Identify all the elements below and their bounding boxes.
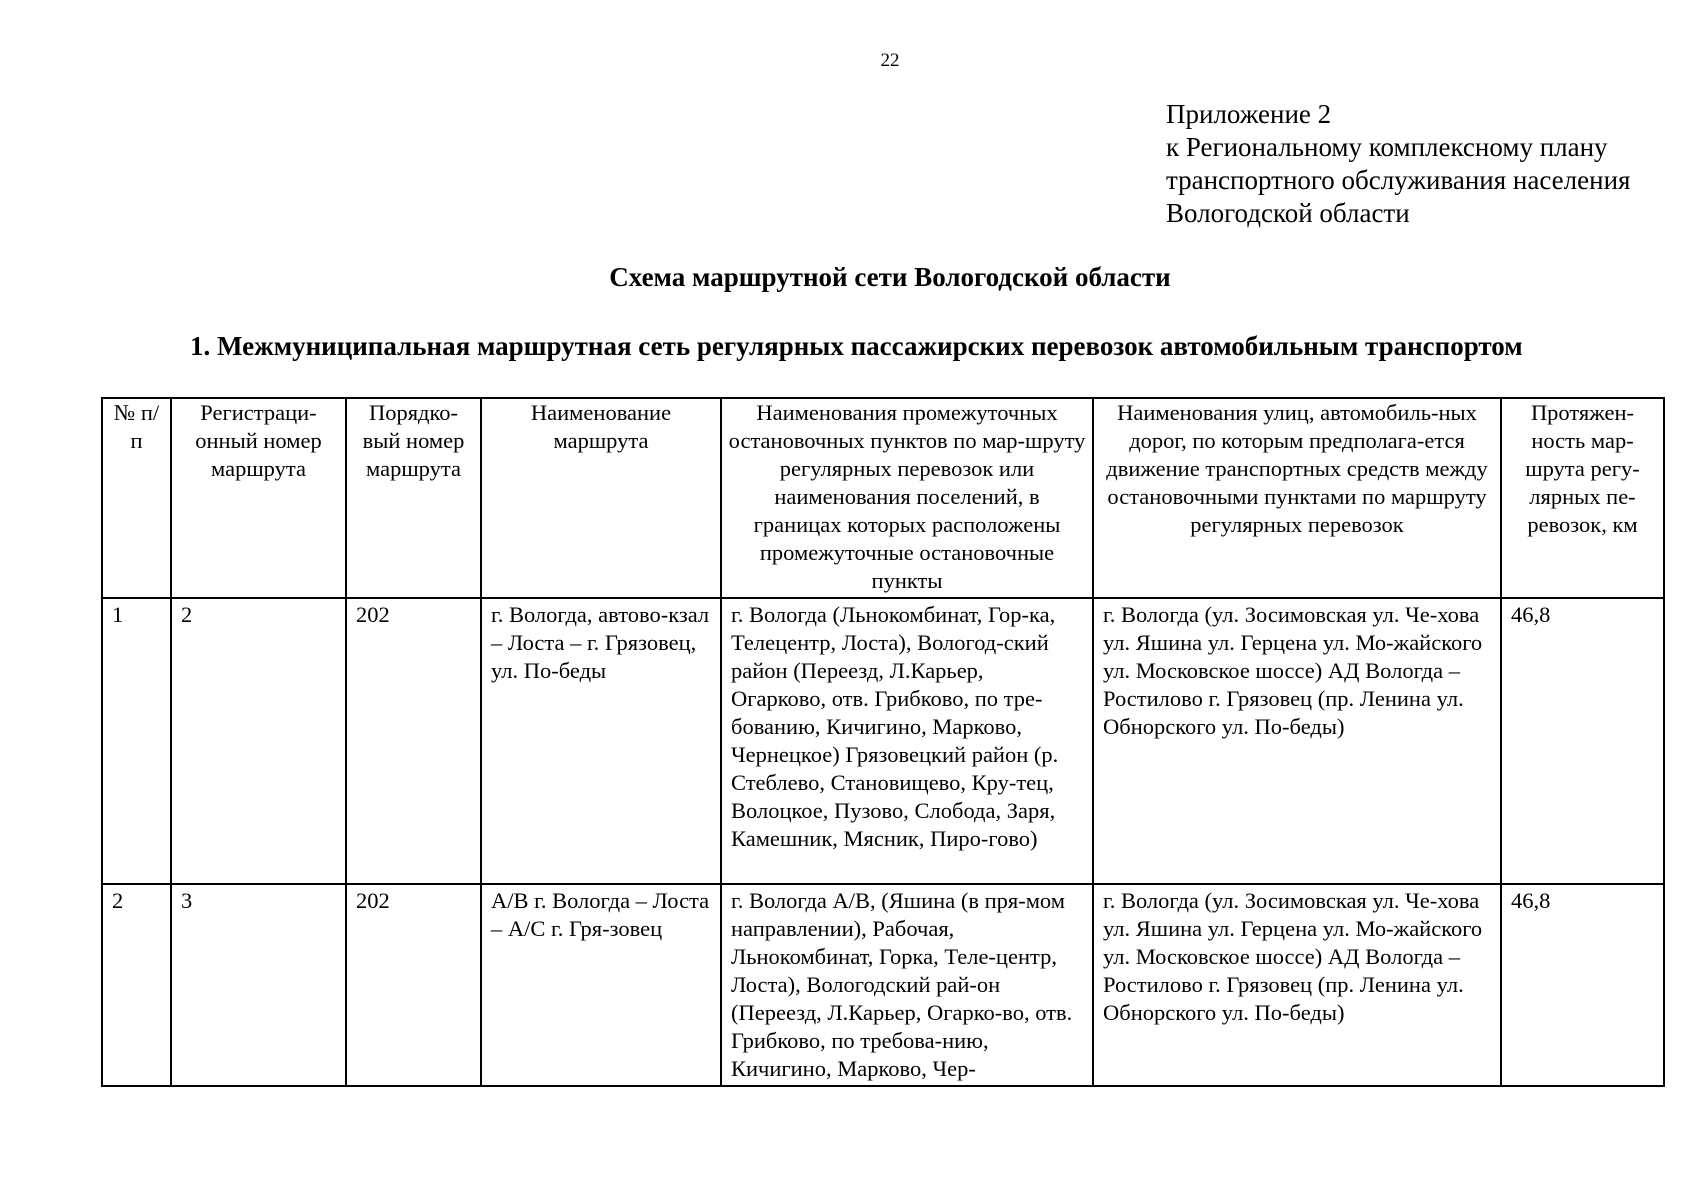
appendix-line: к Региональному комплексному плану: [1166, 132, 1608, 162]
header-cell-streets: Наименования улиц, автомобиль-ных дорог, по которым предполага-ется движение транспортных средств между остановочными пунктами по маршруту регулярных перевозок: [1093, 398, 1501, 598]
header-cell-length: Протяжен-ность мар-шрута регу-лярных пе-ревозок, км: [1501, 398, 1664, 598]
page-number: 22: [880, 50, 900, 71]
cell-stops: г. Вологда (Льнокомбинат, Гор-ка, Телецентр, Лоста), Вологод-ский район (Переезд, Л.Карьер, Огарково, отв. Грибково, по тре-бованию, Кичигино, Марково, Чернецкое) Грязовецкий район (р. Стеблево, Становищево, Кру-тец, Волоцкое, Пузово, Слобода, Заря, Камешник, Мясник, Пиро-гово): [721, 598, 1093, 884]
header-cell-stops: Наименования промежуточных остановочных пунктов по мар-шруту регулярных перевозок или наименования поселений, в границах которых расположены промежуточные остановочные пункты: [721, 398, 1093, 598]
cell-streets: г. Вологда (ул. Зосимовская ул. Че-хова ул. Яшина ул. Герцена ул. Мо-жайского ул. Московское шоссе) АД Вологда – Ростилово г. Грязовец (пр. Ленина ул. Обнорского ул. По-беды): [1093, 598, 1501, 884]
cell-registration: 2: [171, 598, 346, 884]
appendix-line: транспортного обслуживания населения: [1166, 165, 1631, 195]
cell-route-name: г. Вологда, автово-кзал – Лоста – г. Грязовец, ул. По-беды: [481, 598, 721, 884]
cell-streets: г. Вологда (ул. Зосимовская ул. Че-хова ул. Яшина ул. Герцена ул. Мо-жайского ул. Московское шоссе) АД Вологда – Ростилово г. Грязовец (пр. Ленина ул. Обнорского ул. По-беды): [1093, 884, 1501, 1086]
cell-order: 202: [346, 598, 481, 884]
cell-stops: г. Вологда А/В, (Яшина (в пря-мом направлении), Рабочая, Льнокомбинат, Горка, Теле-центр, Лоста), Вологодский рай-он (Переезд, Л.Карьер, Огарко-во, отв. Грибково, по требова-нию, Кичигино, Марково, Чер-: [721, 884, 1093, 1086]
table-row: [102, 884, 1664, 1086]
cell-number: 2: [102, 884, 171, 1086]
appendix-line: Вологодской области: [1166, 198, 1410, 228]
table-row: [102, 598, 1664, 884]
appendix-line: Приложение 2: [1166, 99, 1332, 129]
document-title: Схема маршрутной сети Вологодской области: [609, 262, 1171, 292]
section-title: 1. Межмуниципальная маршрутная сеть регулярных пассажирских перевозок автомобильным транспортом: [190, 331, 1523, 361]
header-cell-route-name: Наименование маршрута: [481, 398, 721, 598]
cell-length: 46,8: [1501, 598, 1664, 884]
cell-number: 1: [102, 598, 171, 884]
header-cell-order: Порядко-вый номер маршрута: [346, 398, 481, 598]
cell-length: 46,8: [1501, 884, 1664, 1086]
routes-table: [101, 397, 1665, 1087]
appendix-block: [1166, 98, 1630, 230]
cell-registration: 3: [171, 884, 346, 1086]
cell-route-name: А/В г. Вологда – Лоста – А/С г. Гря-зовец: [481, 884, 721, 1086]
cell-order: 202: [346, 884, 481, 1086]
table-header-row: [102, 398, 1664, 598]
header-cell-registration: Регистраци-онный номер маршрута: [171, 398, 346, 598]
header-cell-number: № п/п: [102, 398, 171, 598]
